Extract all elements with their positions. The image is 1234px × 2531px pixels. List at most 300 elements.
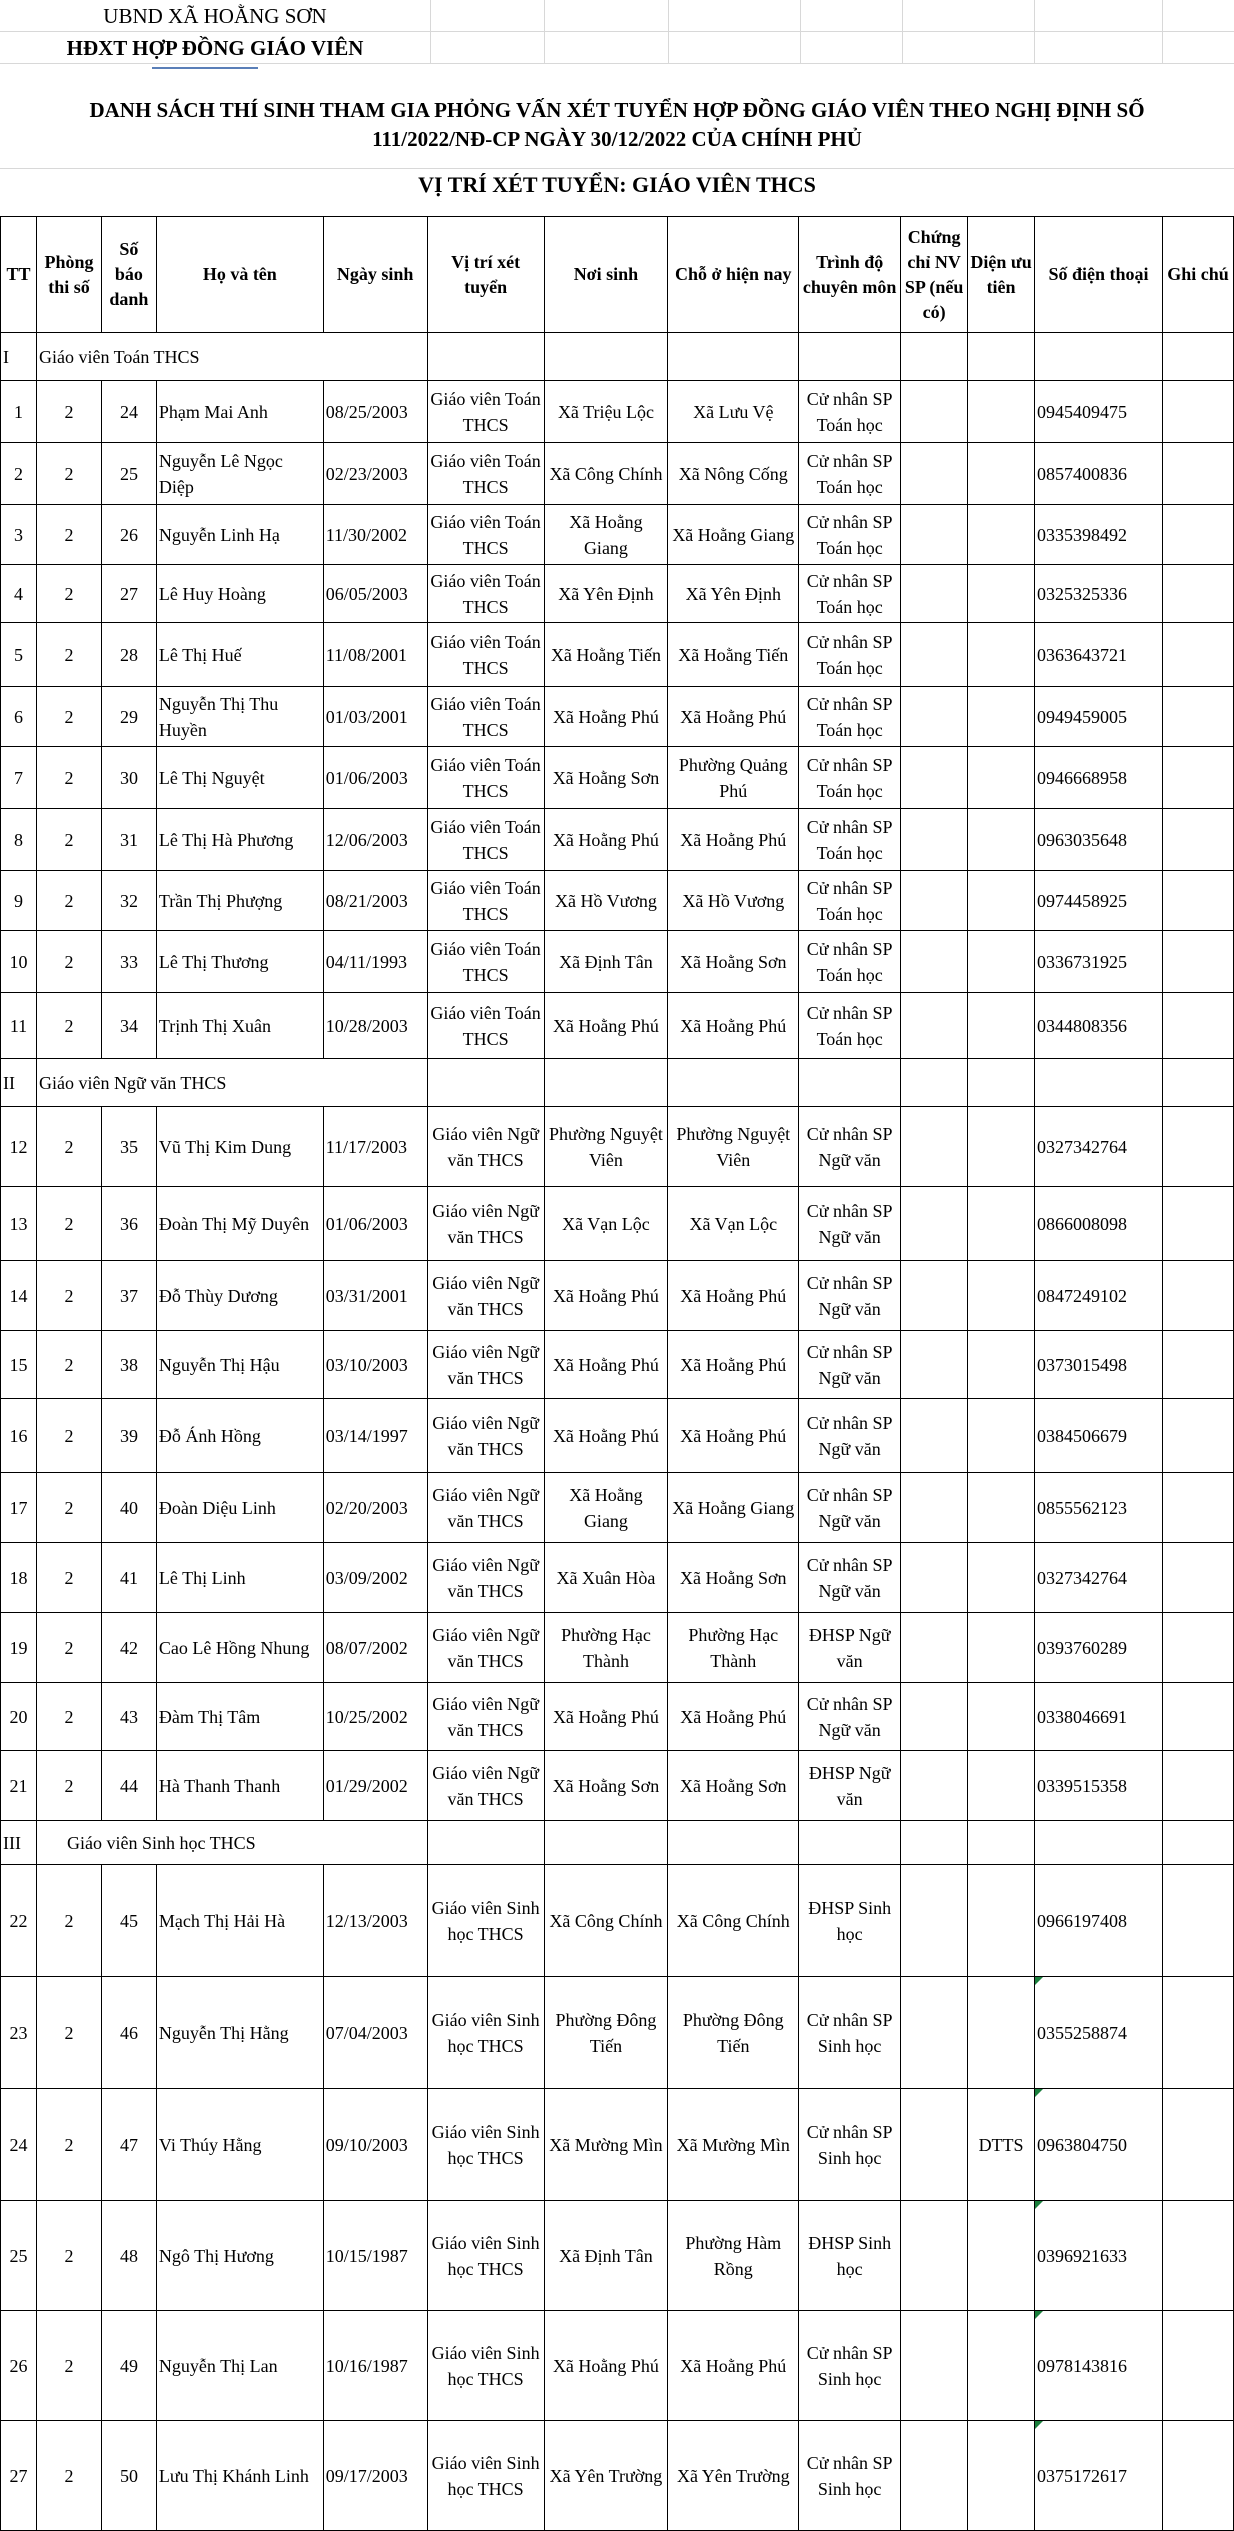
certificate-cell[interactable] bbox=[901, 381, 968, 443]
phone-cell[interactable]: 0949459005 bbox=[1035, 687, 1163, 747]
name-cell[interactable]: Nguyễn Linh Hạ bbox=[156, 505, 323, 565]
dob-cell[interactable]: 01/29/2002 bbox=[323, 1751, 427, 1821]
position-cell[interactable]: Giáo viên Toán THCS bbox=[427, 687, 544, 747]
qualification-cell[interactable]: Cử nhân SP Toán học bbox=[799, 687, 901, 747]
council-name[interactable]: HĐXT HỢP ĐỒNG GIÁO VIÊN bbox=[66, 35, 364, 60]
section-code[interactable]: I bbox=[1, 333, 37, 381]
room-cell[interactable]: 2 bbox=[36, 2311, 101, 2421]
residence-cell[interactable]: Xã Hoằng Phú bbox=[668, 993, 799, 1059]
certificate-cell[interactable] bbox=[901, 2421, 968, 2531]
tt-cell[interactable]: 6 bbox=[1, 687, 37, 747]
tt-cell[interactable]: 7 bbox=[1, 747, 37, 809]
note-cell[interactable] bbox=[1162, 2201, 1233, 2311]
birthplace-cell[interactable]: Xã Yên Trường bbox=[544, 2421, 668, 2531]
dob-cell[interactable]: 03/09/2002 bbox=[323, 1543, 427, 1613]
birthplace-cell[interactable]: Xã Hoằng Phú bbox=[544, 1399, 668, 1473]
sbd-cell[interactable]: 47 bbox=[101, 2089, 156, 2201]
priority-cell[interactable] bbox=[968, 623, 1035, 687]
name-cell[interactable]: Lê Thị Hà Phương bbox=[156, 809, 323, 871]
dob-cell[interactable]: 01/06/2003 bbox=[323, 1187, 427, 1261]
certificate-cell[interactable] bbox=[901, 2201, 968, 2311]
col-header-position[interactable]: Vị trí xét tuyển bbox=[427, 217, 544, 333]
phone-cell[interactable]: 0978143816 bbox=[1035, 2311, 1163, 2421]
birthplace-cell[interactable]: Xã Hoằng Phú bbox=[544, 2311, 668, 2421]
room-cell[interactable]: 2 bbox=[36, 1543, 101, 1613]
empty-cell[interactable] bbox=[1035, 1059, 1163, 1107]
priority-cell[interactable] bbox=[968, 505, 1035, 565]
tt-cell[interactable]: 16 bbox=[1, 1399, 37, 1473]
residence-cell[interactable]: Xã Hoằng Phú bbox=[668, 1261, 799, 1331]
tt-cell[interactable]: 9 bbox=[1, 871, 37, 931]
certificate-cell[interactable] bbox=[901, 1473, 968, 1543]
qualification-cell[interactable]: Cử nhân SP Toán học bbox=[799, 381, 901, 443]
position-cell[interactable]: Giáo viên Toán THCS bbox=[427, 565, 544, 623]
certificate-cell[interactable] bbox=[901, 747, 968, 809]
qualification-cell[interactable]: Cử nhân SP Toán học bbox=[799, 931, 901, 993]
name-cell[interactable]: Đoàn Thị Mỹ Duyên bbox=[156, 1187, 323, 1261]
name-cell[interactable]: Hà Thanh Thanh bbox=[156, 1751, 323, 1821]
qualification-cell[interactable]: Cử nhân SP Ngữ văn bbox=[799, 1107, 901, 1187]
position-cell[interactable]: Giáo viên Toán THCS bbox=[427, 443, 544, 505]
col-header-sbd[interactable]: Số báo danh bbox=[101, 217, 156, 333]
empty-cell[interactable] bbox=[901, 333, 968, 381]
note-cell[interactable] bbox=[1162, 1261, 1233, 1331]
dob-cell[interactable]: 08/07/2002 bbox=[323, 1613, 427, 1683]
empty-cell[interactable] bbox=[1162, 1821, 1233, 1865]
note-cell[interactable] bbox=[1162, 1399, 1233, 1473]
section-title[interactable]: Giáo viên Toán THCS bbox=[36, 333, 427, 381]
empty-cell[interactable] bbox=[544, 1821, 668, 1865]
certificate-cell[interactable] bbox=[901, 1331, 968, 1399]
priority-cell[interactable] bbox=[968, 1107, 1035, 1187]
tt-cell[interactable]: 2 bbox=[1, 443, 37, 505]
name-cell[interactable]: Đàm Thị Tâm bbox=[156, 1683, 323, 1751]
empty-cell[interactable] bbox=[1035, 1821, 1163, 1865]
name-cell[interactable]: Lê Thị Nguyệt bbox=[156, 747, 323, 809]
tt-cell[interactable]: 27 bbox=[1, 2421, 37, 2531]
room-cell[interactable]: 2 bbox=[36, 381, 101, 443]
room-cell[interactable]: 2 bbox=[36, 1977, 101, 2089]
name-cell[interactable]: Ngô Thị Hương bbox=[156, 2201, 323, 2311]
phone-cell[interactable]: 0344808356 bbox=[1035, 993, 1163, 1059]
note-cell[interactable] bbox=[1162, 1543, 1233, 1613]
position-cell[interactable]: Giáo viên Ngữ văn THCS bbox=[427, 1107, 544, 1187]
empty-cell[interactable] bbox=[799, 1821, 901, 1865]
name-cell[interactable]: Trịnh Thị Xuân bbox=[156, 993, 323, 1059]
position-cell[interactable]: Giáo viên Toán THCS bbox=[427, 993, 544, 1059]
note-cell[interactable] bbox=[1162, 2311, 1233, 2421]
phone-cell[interactable]: 0338046691 bbox=[1035, 1683, 1163, 1751]
tt-cell[interactable]: 5 bbox=[1, 623, 37, 687]
section-title[interactable]: Giáo viên Ngữ văn THCS bbox=[36, 1059, 427, 1107]
birthplace-cell[interactable]: Xã Yên Định bbox=[544, 565, 668, 623]
col-header-name[interactable]: Họ và tên bbox=[156, 217, 323, 333]
sbd-cell[interactable]: 32 bbox=[101, 871, 156, 931]
room-cell[interactable]: 2 bbox=[36, 1187, 101, 1261]
certificate-cell[interactable] bbox=[901, 1399, 968, 1473]
note-cell[interactable] bbox=[1162, 809, 1233, 871]
residence-cell[interactable]: Xã Hoằng Giang bbox=[668, 1473, 799, 1543]
dob-cell[interactable]: 10/28/2003 bbox=[323, 993, 427, 1059]
residence-cell[interactable]: Phường Hạc Thành bbox=[668, 1613, 799, 1683]
section-code[interactable]: III bbox=[1, 1821, 37, 1865]
note-cell[interactable] bbox=[1162, 1187, 1233, 1261]
sbd-cell[interactable]: 50 bbox=[101, 2421, 156, 2531]
note-cell[interactable] bbox=[1162, 1613, 1233, 1683]
residence-cell[interactable]: Xã Mường Mìn bbox=[668, 2089, 799, 2201]
sbd-cell[interactable]: 30 bbox=[101, 747, 156, 809]
tt-cell[interactable]: 15 bbox=[1, 1331, 37, 1399]
empty-cell[interactable] bbox=[968, 1821, 1035, 1865]
position-cell[interactable]: Giáo viên Toán THCS bbox=[427, 871, 544, 931]
certificate-cell[interactable] bbox=[901, 565, 968, 623]
residence-cell[interactable]: Xã Hoằng Tiến bbox=[668, 623, 799, 687]
position-cell[interactable]: Giáo viên Ngữ văn THCS bbox=[427, 1543, 544, 1613]
col-header-priority[interactable]: Diện ưu tiên bbox=[968, 217, 1035, 333]
certificate-cell[interactable] bbox=[901, 2089, 968, 2201]
dob-cell[interactable]: 02/23/2003 bbox=[323, 443, 427, 505]
empty-cell[interactable] bbox=[968, 1059, 1035, 1107]
position-cell[interactable]: Giáo viên Toán THCS bbox=[427, 931, 544, 993]
sbd-cell[interactable]: 24 bbox=[101, 381, 156, 443]
room-cell[interactable]: 2 bbox=[36, 1331, 101, 1399]
birthplace-cell[interactable]: Phường Hạc Thành bbox=[544, 1613, 668, 1683]
sbd-cell[interactable]: 42 bbox=[101, 1613, 156, 1683]
room-cell[interactable]: 2 bbox=[36, 871, 101, 931]
certificate-cell[interactable] bbox=[901, 1751, 968, 1821]
note-cell[interactable] bbox=[1162, 2089, 1233, 2201]
residence-cell[interactable]: Phường Quảng Phú bbox=[668, 747, 799, 809]
priority-cell[interactable]: DTTS bbox=[968, 2089, 1035, 2201]
priority-cell[interactable] bbox=[968, 809, 1035, 871]
sbd-cell[interactable]: 38 bbox=[101, 1331, 156, 1399]
phone-cell[interactable]: 0966197408 bbox=[1035, 1865, 1163, 1977]
note-cell[interactable] bbox=[1162, 1977, 1233, 2089]
certificate-cell[interactable] bbox=[901, 505, 968, 565]
priority-cell[interactable] bbox=[968, 1751, 1035, 1821]
birthplace-cell[interactable]: Xã Hoằng Tiến bbox=[544, 623, 668, 687]
birthplace-cell[interactable]: Xã Hoằng Giang bbox=[544, 505, 668, 565]
room-cell[interactable]: 2 bbox=[36, 1261, 101, 1331]
name-cell[interactable]: Đỗ Thùy Dương bbox=[156, 1261, 323, 1331]
birthplace-cell[interactable]: Xã Triệu Lộc bbox=[544, 381, 668, 443]
room-cell[interactable]: 2 bbox=[36, 2421, 101, 2531]
tt-cell[interactable]: 21 bbox=[1, 1751, 37, 1821]
name-cell[interactable]: Nguyễn Thị Thu Huyền bbox=[156, 687, 323, 747]
sbd-cell[interactable]: 25 bbox=[101, 443, 156, 505]
priority-cell[interactable] bbox=[968, 687, 1035, 747]
priority-cell[interactable] bbox=[968, 747, 1035, 809]
name-cell[interactable]: Phạm Mai Anh bbox=[156, 381, 323, 443]
note-cell[interactable] bbox=[1162, 1331, 1233, 1399]
certificate-cell[interactable] bbox=[901, 1865, 968, 1977]
dob-cell[interactable]: 11/17/2003 bbox=[323, 1107, 427, 1187]
certificate-cell[interactable] bbox=[901, 1683, 968, 1751]
phone-cell[interactable]: 0963804750 bbox=[1035, 2089, 1163, 2201]
name-cell[interactable]: Vi Thúy Hằng bbox=[156, 2089, 323, 2201]
room-cell[interactable]: 2 bbox=[36, 623, 101, 687]
tt-cell[interactable]: 23 bbox=[1, 1977, 37, 2089]
residence-cell[interactable]: Xã Hồ Vương bbox=[668, 871, 799, 931]
name-cell[interactable]: Nguyễn Thị Lan bbox=[156, 2311, 323, 2421]
tt-cell[interactable]: 13 bbox=[1, 1187, 37, 1261]
priority-cell[interactable] bbox=[968, 1977, 1035, 2089]
name-cell[interactable]: Lê Thị Thương bbox=[156, 931, 323, 993]
room-cell[interactable]: 2 bbox=[36, 1399, 101, 1473]
phone-cell[interactable]: 0866008098 bbox=[1035, 1187, 1163, 1261]
qualification-cell[interactable]: Cử nhân SP Ngữ văn bbox=[799, 1399, 901, 1473]
note-cell[interactable] bbox=[1162, 381, 1233, 443]
empty-cell[interactable] bbox=[427, 333, 544, 381]
priority-cell[interactable] bbox=[968, 381, 1035, 443]
col-header-birthplace[interactable]: Nơi sinh bbox=[544, 217, 668, 333]
dob-cell[interactable]: 10/15/1987 bbox=[323, 2201, 427, 2311]
note-cell[interactable] bbox=[1162, 623, 1233, 687]
name-cell[interactable]: Nguyễn Lê Ngọc Diệp bbox=[156, 443, 323, 505]
qualification-cell[interactable]: Cử nhân SP Ngữ văn bbox=[799, 1331, 901, 1399]
empty-cell[interactable] bbox=[427, 1059, 544, 1107]
certificate-cell[interactable] bbox=[901, 2311, 968, 2421]
certificate-cell[interactable] bbox=[901, 1187, 968, 1261]
certificate-cell[interactable] bbox=[901, 871, 968, 931]
name-cell[interactable]: Vũ Thị Kim Dung bbox=[156, 1107, 323, 1187]
birthplace-cell[interactable]: Xã Hoằng Phú bbox=[544, 1331, 668, 1399]
room-cell[interactable]: 2 bbox=[36, 505, 101, 565]
phone-cell[interactable]: 0355258874 bbox=[1035, 1977, 1163, 2089]
name-cell[interactable]: Trần Thị Phượng bbox=[156, 871, 323, 931]
room-cell[interactable]: 2 bbox=[36, 1683, 101, 1751]
priority-cell[interactable] bbox=[968, 1399, 1035, 1473]
priority-cell[interactable] bbox=[968, 931, 1035, 993]
dob-cell[interactable]: 09/17/2003 bbox=[323, 2421, 427, 2531]
priority-cell[interactable] bbox=[968, 2421, 1035, 2531]
phone-cell[interactable]: 0335398492 bbox=[1035, 505, 1163, 565]
qualification-cell[interactable]: Cử nhân SP Toán học bbox=[799, 871, 901, 931]
residence-cell[interactable]: Xã Hoằng Phú bbox=[668, 687, 799, 747]
dob-cell[interactable]: 01/06/2003 bbox=[323, 747, 427, 809]
residence-cell[interactable]: Xã Hoằng Sơn bbox=[668, 931, 799, 993]
priority-cell[interactable] bbox=[968, 871, 1035, 931]
col-header-residence[interactable]: Chỗ ở hiện nay bbox=[668, 217, 799, 333]
position-cell[interactable]: Giáo viên Ngữ văn THCS bbox=[427, 1187, 544, 1261]
certificate-cell[interactable] bbox=[901, 687, 968, 747]
birthplace-cell[interactable]: Xã Mường Mìn bbox=[544, 2089, 668, 2201]
residence-cell[interactable]: Xã Hoằng Phú bbox=[668, 1683, 799, 1751]
birthplace-cell[interactable]: Xã Định Tân bbox=[544, 2201, 668, 2311]
qualification-cell[interactable]: Cử nhân SP Toán học bbox=[799, 565, 901, 623]
priority-cell[interactable] bbox=[968, 1261, 1035, 1331]
position-cell[interactable]: Giáo viên Ngữ văn THCS bbox=[427, 1261, 544, 1331]
qualification-cell[interactable]: Cử nhân SP Toán học bbox=[799, 993, 901, 1059]
name-cell[interactable]: Cao Lê Hồng Nhung bbox=[156, 1613, 323, 1683]
residence-cell[interactable]: Xã Hoằng Phú bbox=[668, 1399, 799, 1473]
phone-cell[interactable]: 0396921633 bbox=[1035, 2201, 1163, 2311]
empty-cell[interactable] bbox=[799, 1059, 901, 1107]
dob-cell[interactable]: 03/10/2003 bbox=[323, 1331, 427, 1399]
residence-cell[interactable]: Phường Hàm Rồng bbox=[668, 2201, 799, 2311]
tt-cell[interactable]: 24 bbox=[1, 2089, 37, 2201]
room-cell[interactable]: 2 bbox=[36, 443, 101, 505]
position-cell[interactable]: Giáo viên Toán THCS bbox=[427, 505, 544, 565]
position-cell[interactable]: Giáo viên Toán THCS bbox=[427, 381, 544, 443]
dob-cell[interactable]: 08/21/2003 bbox=[323, 871, 427, 931]
dob-cell[interactable]: 02/20/2003 bbox=[323, 1473, 427, 1543]
tt-cell[interactable]: 4 bbox=[1, 565, 37, 623]
phone-cell[interactable]: 0855562123 bbox=[1035, 1473, 1163, 1543]
name-cell[interactable]: Lê Huy Hoàng bbox=[156, 565, 323, 623]
phone-cell[interactable]: 0963035648 bbox=[1035, 809, 1163, 871]
birthplace-cell[interactable]: Xã Hoằng Sơn bbox=[544, 747, 668, 809]
certificate-cell[interactable] bbox=[901, 1261, 968, 1331]
certificate-cell[interactable] bbox=[901, 1977, 968, 2089]
residence-cell[interactable]: Xã Hoằng Phú bbox=[668, 2311, 799, 2421]
name-cell[interactable]: Đoàn Diệu Linh bbox=[156, 1473, 323, 1543]
col-header-phone[interactable]: Số điện thoại bbox=[1035, 217, 1163, 333]
birthplace-cell[interactable]: Xã Công Chính bbox=[544, 1865, 668, 1977]
priority-cell[interactable] bbox=[968, 2311, 1035, 2421]
section-title[interactable]: Giáo viên Sinh học THCS bbox=[36, 1821, 427, 1865]
qualification-cell[interactable]: Cử nhân SP Sinh học bbox=[799, 2311, 901, 2421]
tt-cell[interactable]: 14 bbox=[1, 1261, 37, 1331]
tt-cell[interactable]: 8 bbox=[1, 809, 37, 871]
position-cell[interactable]: Giáo viên Toán THCS bbox=[427, 809, 544, 871]
residence-cell[interactable]: Xã Hoằng Phú bbox=[668, 1331, 799, 1399]
phone-cell[interactable]: 0327342764 bbox=[1035, 1107, 1163, 1187]
tt-cell[interactable]: 12 bbox=[1, 1107, 37, 1187]
note-cell[interactable] bbox=[1162, 505, 1233, 565]
room-cell[interactable]: 2 bbox=[36, 1107, 101, 1187]
phone-cell[interactable]: 0336731925 bbox=[1035, 931, 1163, 993]
name-cell[interactable]: Nguyễn Thị Hằng bbox=[156, 1977, 323, 2089]
tt-cell[interactable]: 17 bbox=[1, 1473, 37, 1543]
sbd-cell[interactable]: 37 bbox=[101, 1261, 156, 1331]
qualification-cell[interactable]: Cử nhân SP Toán học bbox=[799, 747, 901, 809]
residence-cell[interactable]: Phường Nguyệt Viên bbox=[668, 1107, 799, 1187]
sbd-cell[interactable]: 45 bbox=[101, 1865, 156, 1977]
birthplace-cell[interactable]: Xã Xuân Hòa bbox=[544, 1543, 668, 1613]
phone-cell[interactable]: 0325325336 bbox=[1035, 565, 1163, 623]
sbd-cell[interactable]: 34 bbox=[101, 993, 156, 1059]
qualification-cell[interactable]: ĐHSP Ngữ văn bbox=[799, 1751, 901, 1821]
residence-cell[interactable]: Phường Đông Tiến bbox=[668, 1977, 799, 2089]
sbd-cell[interactable]: 46 bbox=[101, 1977, 156, 2089]
qualification-cell[interactable]: Cử nhân SP Sinh học bbox=[799, 2421, 901, 2531]
sbd-cell[interactable]: 29 bbox=[101, 687, 156, 747]
birthplace-cell[interactable]: Xã Hoằng Phú bbox=[544, 1261, 668, 1331]
col-header-qualification[interactable]: Trình độ chuyên môn bbox=[799, 217, 901, 333]
position-cell[interactable]: Giáo viên Sinh học THCS bbox=[427, 2311, 544, 2421]
dob-cell[interactable]: 12/13/2003 bbox=[323, 1865, 427, 1977]
empty-cell[interactable] bbox=[668, 333, 799, 381]
phone-cell[interactable]: 0946668958 bbox=[1035, 747, 1163, 809]
sbd-cell[interactable]: 35 bbox=[101, 1107, 156, 1187]
room-cell[interactable]: 2 bbox=[36, 993, 101, 1059]
tt-cell[interactable]: 10 bbox=[1, 931, 37, 993]
phone-cell[interactable]: 0393760289 bbox=[1035, 1613, 1163, 1683]
dob-cell[interactable]: 01/03/2001 bbox=[323, 687, 427, 747]
residence-cell[interactable]: Xã Vạn Lộc bbox=[668, 1187, 799, 1261]
qualification-cell[interactable]: Cử nhân SP Ngữ văn bbox=[799, 1261, 901, 1331]
sbd-cell[interactable]: 36 bbox=[101, 1187, 156, 1261]
dob-cell[interactable]: 03/31/2001 bbox=[323, 1261, 427, 1331]
position-cell[interactable]: Giáo viên Sinh học THCS bbox=[427, 1977, 544, 2089]
residence-cell[interactable]: Xã Nông Cống bbox=[668, 443, 799, 505]
sbd-cell[interactable]: 39 bbox=[101, 1399, 156, 1473]
room-cell[interactable]: 2 bbox=[36, 1865, 101, 1977]
empty-cell[interactable] bbox=[668, 1059, 799, 1107]
col-header-tt[interactable]: TT bbox=[1, 217, 37, 333]
sbd-cell[interactable]: 41 bbox=[101, 1543, 156, 1613]
phone-cell[interactable]: 0847249102 bbox=[1035, 1261, 1163, 1331]
qualification-cell[interactable]: Cử nhân SP Ngữ văn bbox=[799, 1683, 901, 1751]
note-cell[interactable] bbox=[1162, 443, 1233, 505]
qualification-cell[interactable]: ĐHSP Sinh học bbox=[799, 2201, 901, 2311]
empty-cell[interactable] bbox=[427, 1821, 544, 1865]
qualification-cell[interactable]: Cử nhân SP Toán học bbox=[799, 623, 901, 687]
priority-cell[interactable] bbox=[968, 1331, 1035, 1399]
dob-cell[interactable]: 04/11/1993 bbox=[323, 931, 427, 993]
birthplace-cell[interactable]: Xã Hoằng Phú bbox=[544, 809, 668, 871]
note-cell[interactable] bbox=[1162, 565, 1233, 623]
tt-cell[interactable]: 3 bbox=[1, 505, 37, 565]
tt-cell[interactable]: 11 bbox=[1, 993, 37, 1059]
empty-cell[interactable] bbox=[544, 1059, 668, 1107]
residence-cell[interactable]: Xã Công Chính bbox=[668, 1865, 799, 1977]
page-title[interactable] bbox=[0, 96, 1234, 154]
dob-cell[interactable]: 11/30/2002 bbox=[323, 505, 427, 565]
certificate-cell[interactable] bbox=[901, 623, 968, 687]
note-cell[interactable] bbox=[1162, 1107, 1233, 1187]
room-cell[interactable]: 2 bbox=[36, 931, 101, 993]
dob-cell[interactable]: 10/25/2002 bbox=[323, 1683, 427, 1751]
tt-cell[interactable]: 19 bbox=[1, 1613, 37, 1683]
certificate-cell[interactable] bbox=[901, 1613, 968, 1683]
dob-cell[interactable]: 10/16/1987 bbox=[323, 2311, 427, 2421]
qualification-cell[interactable]: ĐHSP Sinh học bbox=[799, 1865, 901, 1977]
birthplace-cell[interactable]: Phường Đông Tiến bbox=[544, 1977, 668, 2089]
birthplace-cell[interactable]: Xã Hoằng Phú bbox=[544, 1683, 668, 1751]
position-cell[interactable]: Giáo viên Sinh học THCS bbox=[427, 2089, 544, 2201]
position-cell[interactable]: Giáo viên Ngữ văn THCS bbox=[427, 1613, 544, 1683]
residence-cell[interactable]: Xã Hoằng Phú bbox=[668, 809, 799, 871]
priority-cell[interactable] bbox=[968, 1543, 1035, 1613]
tt-cell[interactable]: 18 bbox=[1, 1543, 37, 1613]
tt-cell[interactable]: 26 bbox=[1, 2311, 37, 2421]
birthplace-cell[interactable]: Xã Vạn Lộc bbox=[544, 1187, 668, 1261]
birthplace-cell[interactable]: Xã Định Tân bbox=[544, 931, 668, 993]
name-cell[interactable]: Đỗ Ánh Hồng bbox=[156, 1399, 323, 1473]
position-cell[interactable]: Giáo viên Sinh học THCS bbox=[427, 2201, 544, 2311]
birthplace-cell[interactable]: Phường Nguyệt Viên bbox=[544, 1107, 668, 1187]
empty-cell[interactable] bbox=[544, 333, 668, 381]
note-cell[interactable] bbox=[1162, 2421, 1233, 2531]
priority-cell[interactable] bbox=[968, 1187, 1035, 1261]
dob-cell[interactable]: 09/10/2003 bbox=[323, 2089, 427, 2201]
birthplace-cell[interactable]: Xã Hoằng Giang bbox=[544, 1473, 668, 1543]
sbd-cell[interactable]: 26 bbox=[101, 505, 156, 565]
qualification-cell[interactable]: Cử nhân SP Toán học bbox=[799, 505, 901, 565]
phone-cell[interactable]: 0339515358 bbox=[1035, 1751, 1163, 1821]
name-cell[interactable]: Lê Thị Linh bbox=[156, 1543, 323, 1613]
qualification-cell[interactable]: Cử nhân SP Sinh học bbox=[799, 1977, 901, 2089]
col-header-certificate[interactable]: Chứng chỉ NV SP (nếu có) bbox=[901, 217, 968, 333]
certificate-cell[interactable] bbox=[901, 1543, 968, 1613]
phone-cell[interactable]: 0373015498 bbox=[1035, 1331, 1163, 1399]
qualification-cell[interactable]: Cử nhân SP Toán học bbox=[799, 443, 901, 505]
position-cell[interactable]: Giáo viên Ngữ văn THCS bbox=[427, 1473, 544, 1543]
note-cell[interactable] bbox=[1162, 1751, 1233, 1821]
sbd-cell[interactable]: 48 bbox=[101, 2201, 156, 2311]
